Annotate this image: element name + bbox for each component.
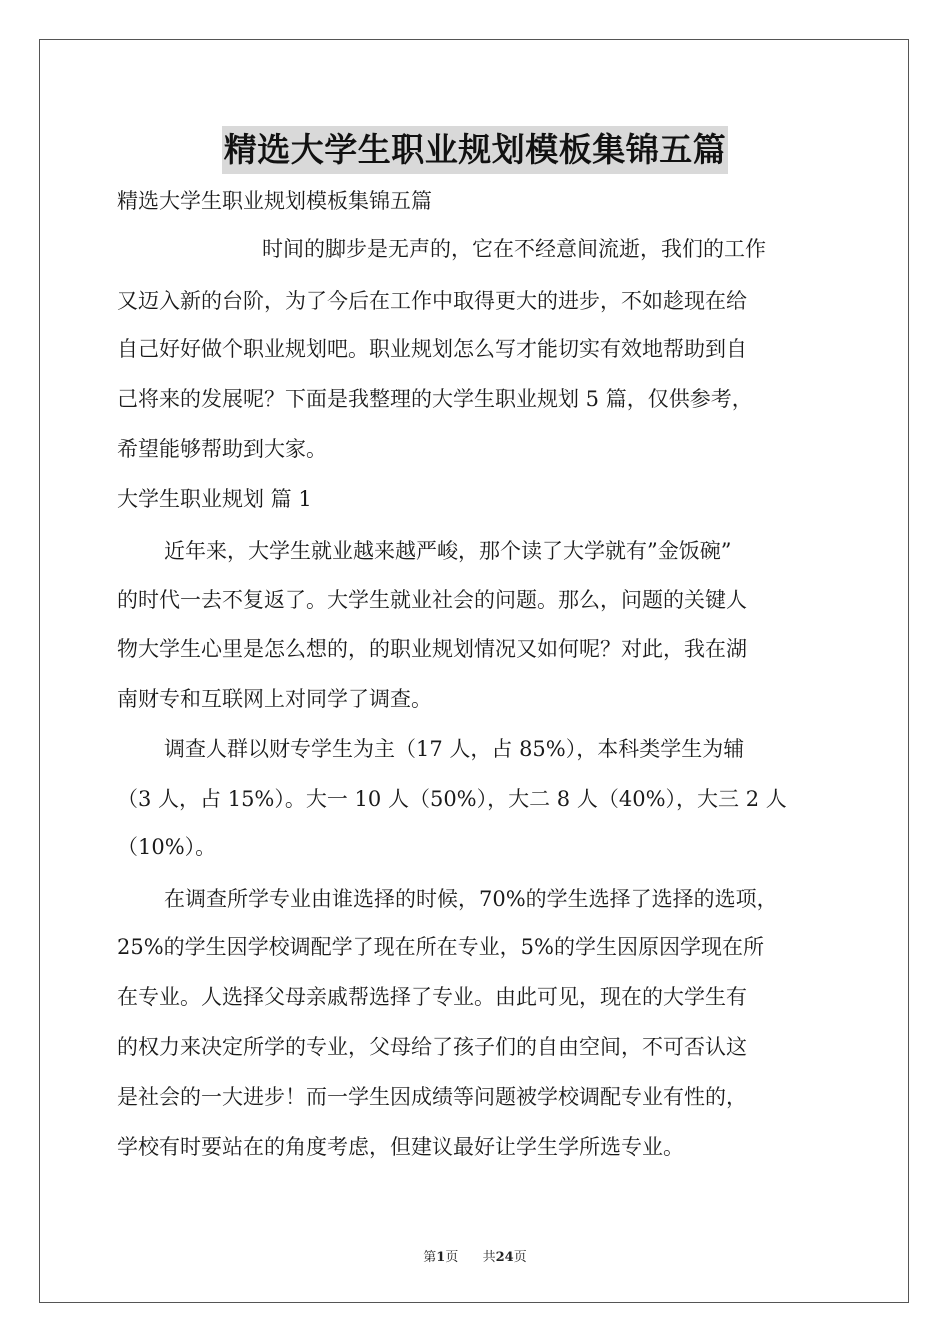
paragraph-line: 的权力来决定所学的专业，父母给了孩子们的自由空间，不可否认这 [117,1035,747,1059]
paragraph-line: 物大学生心里是怎么想的，的职业规划情况又如何呢？对此，我在湖 [117,637,747,661]
page-footer [0,1246,950,1265]
paragraph-line: 25%的学生因学校调配学了现在所在专业，5%的学生因原因学现在所 [117,935,764,959]
paragraph-line: 近年来，大学生就业越来越严峻，那个读了大学就有”金饭碗” [164,539,732,563]
document-title: 精选大学生职业规划模板集锦五篇 [222,126,729,174]
paragraph-line: 调查人群以财专学生为主（17 人，占 85%），本科类学生为辅 [164,737,745,761]
title-container [0,126,950,174]
page-current: 1 [436,1250,446,1265]
intro-line: 己将来的发展呢？下面是我整理的大学生职业规划 5 篇，仅供参考， [117,387,753,411]
paragraph-line: 南财专和互联网上对同学了调查。 [117,687,432,711]
intro-line: 希望能够帮助到大家。 [117,437,327,461]
paragraph-line: （3 人，占 15%）。大一 10 人（50%），大二 8 人（40%），大三 2 人 [117,787,787,811]
paragraph-line: 学校有时要站在的角度考虑，但建议最好让学生学所选专业。 [117,1135,684,1159]
page-prefix: 第 [423,1250,437,1265]
page-total: 24 [495,1250,514,1265]
section-heading: 大学生职业规划 篇 1 [117,487,312,511]
paragraph-line: 在调查所学专业由谁选择的时候，70%的学生选择了选择的选项， [164,887,778,911]
intro-line: 又迈入新的台阶，为了今后在工作中取得更大的进步，不如趁现在给 [117,289,747,313]
paragraph-line: （10%）。 [117,835,217,859]
intro-line: 时间的脚步是无声的，它在不经意间流逝，我们的工作 [262,237,766,261]
page-suffix: 页 [445,1250,459,1265]
page-border [39,39,909,1303]
intro-line: 自己好好做个职业规划吧。职业规划怎么写才能切实有效地帮助到自 [117,337,747,361]
total-prefix: 共 [482,1250,496,1265]
total-suffix: 页 [513,1250,527,1265]
paragraph-line: 的时代一去不复返了。大学生就业社会的问题。那么，问题的关键人 [117,588,747,612]
paragraph-line: 是社会的一大进步！而一学生因成绩等问题被学校调配专业有性的， [117,1085,747,1109]
document-subtitle: 精选大学生职业规划模板集锦五篇 [117,189,432,213]
paragraph-line: 在专业。人选择父母亲戚帮选择了专业。由此可见，现在的大学生有 [117,985,747,1009]
